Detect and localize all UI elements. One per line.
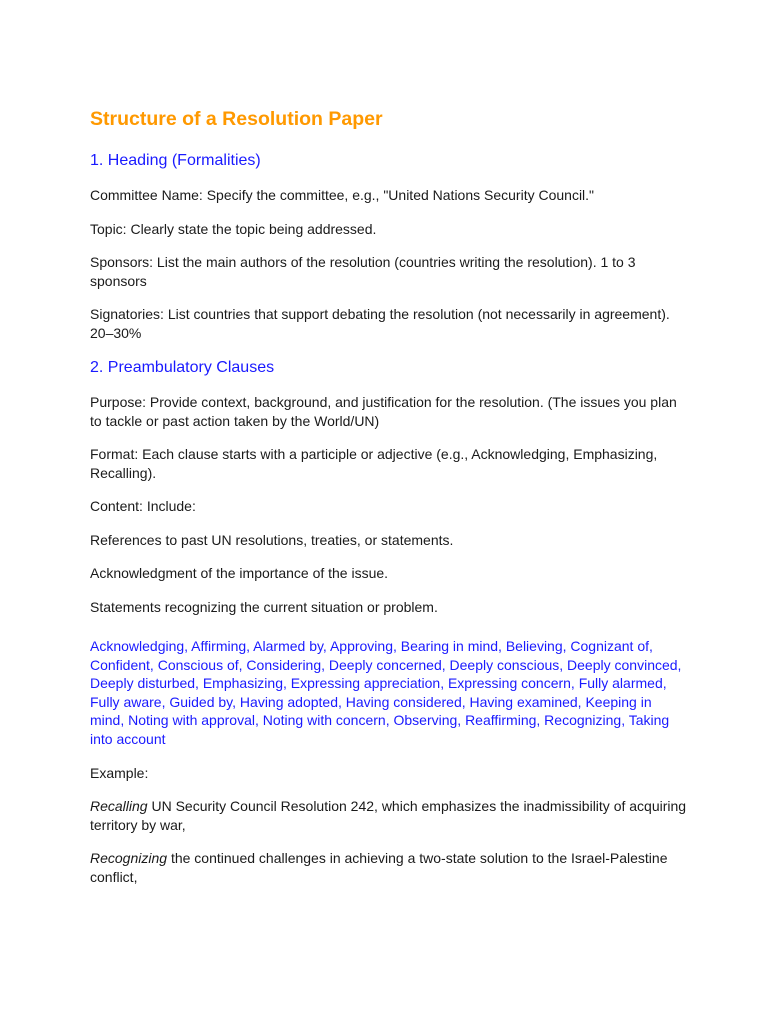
sponsors-paragraph: Sponsors: List the main authors of the resolution (countries writing the resolution). 1 to 3 sponsors xyxy=(90,254,636,289)
signatories-paragraph: Signatories: List countries that support debating the resolution (not necessarily in agreement). 20–30% xyxy=(90,306,670,341)
example-clause xyxy=(90,849,688,886)
preambulatory-phrase-list: Acknowledging, Affirming, Alarmed by, Approving, Bearing in mind, Believing, Cognizant of, Confident, Conscious of, Considering, Deeply concerned, Deeply conscious, Deeply convinced, Deeply disturbed, Emphasizing, Expressing appreciation, Expressing concern, Fully alarmed, Fully aware, Guided by, Having adopted, Having considered, Having examined, Keeping in mind, Noting with approval, Noting with concern, Observing, Reaffirming, Recognizing, Taking into account xyxy=(90,638,682,747)
example-label: Example: xyxy=(90,764,149,781)
section-heading-formalities: 1. Heading (Formalities) xyxy=(90,152,261,169)
committee-name-paragraph: Committee Name: Specify the committee, e.g., "United Nations Security Council." xyxy=(90,187,595,203)
example-clause-verb: Recalling xyxy=(90,798,148,815)
example-clause-text: UN Security Council Resolution 242, which emphasizes the inadmissibility of acquiring territory by war, xyxy=(90,798,687,833)
example-clause xyxy=(90,797,688,834)
purpose-paragraph: Purpose: Provide context, background, and justification for the resolution. (The issues you plan to tackle or past action taken by the World/UN) xyxy=(90,394,677,429)
section-heading-preambulatory: 2. Preambulatory Clauses xyxy=(90,359,275,376)
acknowledgment-paragraph: Acknowledgment of the importance of the issue. xyxy=(90,565,389,581)
document-page xyxy=(90,105,688,901)
references-paragraph: References to past UN resolutions, treaties, or statements. xyxy=(90,531,454,548)
document-title: Structure of a Resolution Paper xyxy=(90,108,383,130)
example-clause-text: the continued challenges in achieving a two-state solution to the Israel-Palestine conflict, xyxy=(90,850,668,885)
statements-paragraph: Statements recognizing the current situation or problem. xyxy=(90,598,438,615)
topic-paragraph: Topic: Clearly state the topic being addressed. xyxy=(90,220,377,237)
content-paragraph: Content: Include: xyxy=(90,498,196,514)
format-paragraph: Format: Each clause starts with a participle or adjective (e.g., Acknowledging, Emphasizing, Recalling). xyxy=(90,446,658,481)
example-clause-verb: Recognizing xyxy=(90,850,168,867)
